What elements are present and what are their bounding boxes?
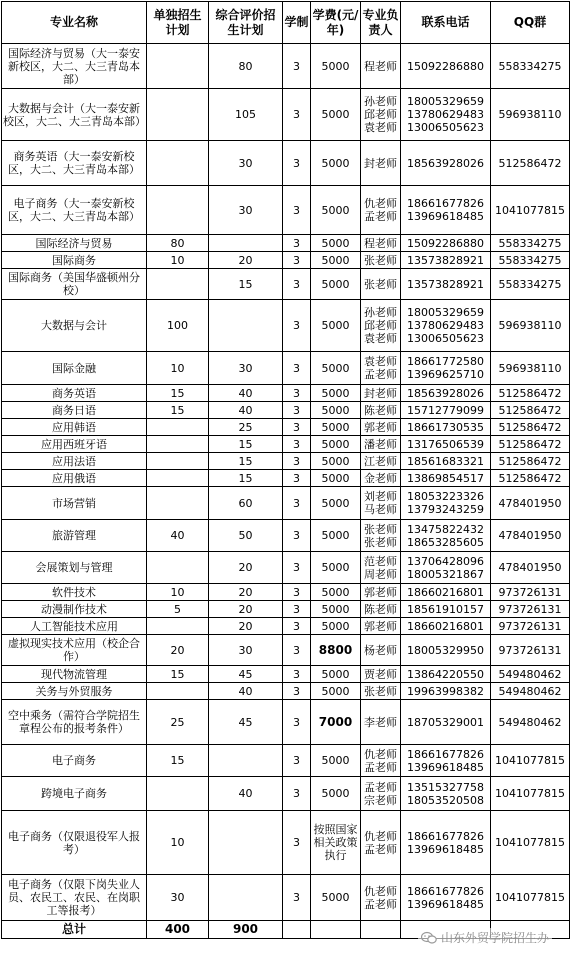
cell-years: 3	[283, 235, 311, 252]
cell-phone: 18563928026	[401, 141, 491, 186]
cell-qq: 512586472	[491, 436, 570, 453]
cell-years: 3	[283, 470, 311, 487]
cell-name: 商务英语	[2, 385, 147, 402]
cell-name: 电子商务（仅限下岗失业人员、农民工、农民、在岗职工等报考）	[2, 875, 147, 921]
cell-years: 3	[283, 44, 311, 89]
cell-years: 3	[283, 777, 311, 811]
cell-qq: 478401950	[491, 487, 570, 520]
cell-comp: 20	[209, 618, 283, 635]
cell-single	[147, 44, 209, 89]
header-fee: 学费(元/年)	[311, 2, 361, 44]
cell-fee: 5000	[311, 552, 361, 584]
cell-name: 国际商务（美国华盛顿州分校）	[2, 269, 147, 300]
table-row	[2, 402, 570, 419]
cell-fee: 5000	[311, 269, 361, 300]
total-comp: 900	[209, 921, 283, 939]
cell-fee: 5000	[311, 520, 361, 552]
cell-phone: 18661772580 13969625710	[401, 352, 491, 385]
cell-comp: 20	[209, 601, 283, 618]
cell-fee: 5000	[311, 402, 361, 419]
cell-person: 张老师	[361, 252, 401, 269]
cell-phone: 15712779099	[401, 402, 491, 419]
cell-single: 25	[147, 700, 209, 745]
cell-name: 电子商务（仅限退役军人报考）	[2, 811, 147, 875]
cell-comp: 20	[209, 252, 283, 269]
cell-comp: 40	[209, 385, 283, 402]
enrollment-table	[1, 1, 570, 939]
cell-phone: 18660216801	[401, 618, 491, 635]
table-row	[2, 700, 570, 745]
cell-person: 程老师	[361, 44, 401, 89]
cell-name: 人工智能技术应用	[2, 618, 147, 635]
cell-person: 程老师	[361, 235, 401, 252]
header-person: 专业负责人	[361, 2, 401, 44]
cell-phone: 18661730535	[401, 419, 491, 436]
watermark-text: 山东外贸学院招生办	[440, 931, 549, 945]
cell-fee: 5000	[311, 487, 361, 520]
cell-phone: 13176506539	[401, 436, 491, 453]
cell-years: 3	[283, 402, 311, 419]
table-row	[2, 252, 570, 269]
cell-years: 3	[283, 683, 311, 700]
cell-single: 5	[147, 601, 209, 618]
table-row	[2, 385, 570, 402]
cell-qq: 558334275	[491, 269, 570, 300]
cell-phone: 15092286880	[401, 235, 491, 252]
cell-phone: 18005329659 13780629483 13006505623	[401, 89, 491, 141]
cell-years: 3	[283, 875, 311, 921]
cell-phone: 18053223326 13793243259	[401, 487, 491, 520]
cell-person: 封老师	[361, 141, 401, 186]
table-row	[2, 487, 570, 520]
cell-fee: 5000	[311, 141, 361, 186]
cell-years: 3	[283, 352, 311, 385]
cell-name: 应用法语	[2, 453, 147, 470]
cell-comp: 45	[209, 700, 283, 745]
cell-fee: 按照国家相关政策执行	[311, 811, 361, 875]
cell-single	[147, 186, 209, 235]
cell-fee: 5000	[311, 618, 361, 635]
cell-qq: 512586472	[491, 141, 570, 186]
cell-comp: 30	[209, 141, 283, 186]
cell-fee: 5000	[311, 300, 361, 352]
header-years: 学制	[283, 2, 311, 44]
cell-name: 应用俄语	[2, 470, 147, 487]
cell-years: 3	[283, 635, 311, 666]
cell-comp: 105	[209, 89, 283, 141]
cell-person: 仇老师 孟老师	[361, 186, 401, 235]
cell-phone: 13869854517	[401, 470, 491, 487]
cell-comp: 45	[209, 666, 283, 683]
cell-name: 旅游管理	[2, 520, 147, 552]
cell-comp	[209, 300, 283, 352]
cell-name: 大数据与会计	[2, 300, 147, 352]
cell-single	[147, 419, 209, 436]
header-phone: 联系电话	[401, 2, 491, 44]
cell-name: 会展策划与管理	[2, 552, 147, 584]
cell-name: 市场营销	[2, 487, 147, 520]
cell-single: 80	[147, 235, 209, 252]
cell-single: 10	[147, 811, 209, 875]
cell-qq: 478401950	[491, 520, 570, 552]
total-single: 400	[147, 921, 209, 939]
cell-comp	[209, 235, 283, 252]
cell-years: 3	[283, 89, 311, 141]
table-row	[2, 635, 570, 666]
cell-years: 3	[283, 745, 311, 777]
header-qq: QQ群	[491, 2, 570, 44]
cell-name: 动漫制作技术	[2, 601, 147, 618]
cell-single	[147, 777, 209, 811]
cell-person: 孙老师 邱老师 袁老师	[361, 300, 401, 352]
cell-qq: 973726131	[491, 584, 570, 601]
cell-phone: 13515327758 18053520508	[401, 777, 491, 811]
cell-qq: 512586472	[491, 402, 570, 419]
cell-name: 国际商务	[2, 252, 147, 269]
cell-person: 陈老师	[361, 601, 401, 618]
cell-comp	[209, 875, 283, 921]
cell-qq: 478401950	[491, 552, 570, 584]
table-row	[2, 601, 570, 618]
cell-fee: 5000	[311, 470, 361, 487]
cell-name: 虚拟现实技术应用（校企合作）	[2, 635, 147, 666]
table-row	[2, 552, 570, 584]
cell-phone: 13573828921	[401, 252, 491, 269]
cell-person: 仇老师 孟老师	[361, 875, 401, 921]
cell-single	[147, 552, 209, 584]
cell-qq: 1041077815	[491, 811, 570, 875]
cell-name: 国际金融	[2, 352, 147, 385]
cell-phone: 18660216801	[401, 584, 491, 601]
cell-comp: 15	[209, 470, 283, 487]
cell-comp: 15	[209, 436, 283, 453]
cell-name: 国际经济与贸易	[2, 235, 147, 252]
cell-person: 江老师	[361, 453, 401, 470]
cell-qq: 596938110	[491, 89, 570, 141]
cell-single: 20	[147, 635, 209, 666]
cell-years: 3	[283, 186, 311, 235]
cell-person: 张老师	[361, 269, 401, 300]
cell-years: 3	[283, 300, 311, 352]
cell-person: 孟老师 宗老师	[361, 777, 401, 811]
cell-years: 3	[283, 700, 311, 745]
cell-person: 封老师	[361, 385, 401, 402]
cell-name: 现代物流管理	[2, 666, 147, 683]
cell-name: 电子商务（大一泰安新校区，大二、大三青岛本部）	[2, 186, 147, 235]
cell-phone: 13864220550	[401, 666, 491, 683]
cell-qq: 558334275	[491, 252, 570, 269]
cell-qq: 512586472	[491, 419, 570, 436]
header-comprehensive-plan: 综合评价招生计划	[209, 2, 283, 44]
cell-phone: 18005329950	[401, 635, 491, 666]
cell-single: 40	[147, 520, 209, 552]
cell-fee: 5000	[311, 352, 361, 385]
cell-person: 仇老师 孟老师	[361, 811, 401, 875]
cell-comp: 40	[209, 777, 283, 811]
cell-years: 3	[283, 618, 311, 635]
watermark	[418, 928, 552, 947]
cell-comp	[209, 811, 283, 875]
cell-single: 15	[147, 402, 209, 419]
cell-fee: 5000	[311, 683, 361, 700]
cell-years: 3	[283, 252, 311, 269]
cell-person: 张老师	[361, 683, 401, 700]
cell-years: 3	[283, 385, 311, 402]
cell-name: 空中乘务（需符合学院招生章程公布的报考条件）	[2, 700, 147, 745]
cell-name: 关务与外贸服务	[2, 683, 147, 700]
cell-qq: 596938110	[491, 300, 570, 352]
cell-qq: 512586472	[491, 453, 570, 470]
table-row	[2, 89, 570, 141]
table-row	[2, 470, 570, 487]
cell-person: 金老师	[361, 470, 401, 487]
cell-qq: 973726131	[491, 635, 570, 666]
cell-phone: 18661677826 13969618485	[401, 875, 491, 921]
cell-name: 电子商务	[2, 745, 147, 777]
cell-qq: 549480462	[491, 683, 570, 700]
cell-single	[147, 618, 209, 635]
cell-years: 3	[283, 453, 311, 470]
cell-qq: 1041077815	[491, 745, 570, 777]
cell-fee: 5000	[311, 44, 361, 89]
cell-comp: 30	[209, 186, 283, 235]
cell-years: 3	[283, 419, 311, 436]
cell-single	[147, 683, 209, 700]
header-row	[2, 2, 570, 44]
cell-comp: 20	[209, 552, 283, 584]
cell-comp: 25	[209, 419, 283, 436]
cell-single: 15	[147, 745, 209, 777]
cell-qq: 512586472	[491, 385, 570, 402]
table-row	[2, 453, 570, 470]
cell-single	[147, 269, 209, 300]
cell-fee: 5000	[311, 436, 361, 453]
cell-name: 商务日语	[2, 402, 147, 419]
header-name: 专业名称	[2, 2, 147, 44]
cell-comp: 50	[209, 520, 283, 552]
table-row	[2, 436, 570, 453]
cell-single	[147, 89, 209, 141]
cell-years: 3	[283, 601, 311, 618]
cell-phone: 18561910157	[401, 601, 491, 618]
cell-phone: 18561683321	[401, 453, 491, 470]
cell-person: 仇老师 孟老师	[361, 745, 401, 777]
cell-comp: 15	[209, 453, 283, 470]
cell-comp: 60	[209, 487, 283, 520]
cell-comp	[209, 745, 283, 777]
cell-phone: 13573828921	[401, 269, 491, 300]
cell-comp: 80	[209, 44, 283, 89]
cell-name: 国际经济与贸易（大一泰安新校区，大二、大三青岛本部）	[2, 44, 147, 89]
cell-name: 应用韩语	[2, 419, 147, 436]
cell-years: 3	[283, 487, 311, 520]
wechat-icon	[421, 931, 437, 945]
cell-phone: 19963998382	[401, 683, 491, 700]
cell-qq: 596938110	[491, 352, 570, 385]
cell-qq: 1041077815	[491, 186, 570, 235]
cell-years: 3	[283, 141, 311, 186]
cell-phone: 18563928026	[401, 385, 491, 402]
cell-qq: 558334275	[491, 235, 570, 252]
cell-years: 3	[283, 520, 311, 552]
table-row	[2, 875, 570, 921]
cell-fee: 5000	[311, 745, 361, 777]
table-row	[2, 44, 570, 89]
table-row	[2, 666, 570, 683]
cell-person: 陈老师	[361, 402, 401, 419]
cell-phone: 13706428096 18005321867	[401, 552, 491, 584]
table-row	[2, 419, 570, 436]
cell-years: 3	[283, 269, 311, 300]
cell-single: 10	[147, 352, 209, 385]
cell-name: 商务英语（大一泰安新校区，大二、大三青岛本部）	[2, 141, 147, 186]
table-row	[2, 811, 570, 875]
cell-qq: 558334275	[491, 44, 570, 89]
table-row	[2, 186, 570, 235]
cell-single: 15	[147, 385, 209, 402]
cell-years: 3	[283, 811, 311, 875]
cell-person: 孙老师 邱老师 袁老师	[361, 89, 401, 141]
cell-phone: 18661677826 13969618485	[401, 186, 491, 235]
table-row	[2, 683, 570, 700]
table-row	[2, 352, 570, 385]
cell-fee: 5000	[311, 875, 361, 921]
cell-fee: 5000	[311, 666, 361, 683]
cell-qq: 973726131	[491, 601, 570, 618]
cell-person: 李老师	[361, 700, 401, 745]
cell-single: 100	[147, 300, 209, 352]
cell-qq: 1041077815	[491, 777, 570, 811]
cell-name: 跨境电子商务	[2, 777, 147, 811]
cell-qq: 973726131	[491, 618, 570, 635]
cell-comp: 15	[209, 269, 283, 300]
cell-person: 郭老师	[361, 584, 401, 601]
cell-comp: 30	[209, 635, 283, 666]
cell-years: 3	[283, 552, 311, 584]
cell-name: 应用西班牙语	[2, 436, 147, 453]
cell-person: 郭老师	[361, 419, 401, 436]
cell-person: 张老师 张老师	[361, 520, 401, 552]
cell-person: 贾老师	[361, 666, 401, 683]
cell-single: 10	[147, 584, 209, 601]
cell-single	[147, 470, 209, 487]
cell-comp: 20	[209, 584, 283, 601]
cell-years: 3	[283, 666, 311, 683]
cell-single	[147, 453, 209, 470]
cell-single	[147, 436, 209, 453]
cell-qq: 512586472	[491, 470, 570, 487]
table-row	[2, 618, 570, 635]
cell-single: 10	[147, 252, 209, 269]
table-row	[2, 745, 570, 777]
cell-qq: 1041077815	[491, 875, 570, 921]
cell-name: 大数据与会计（大一泰安新校区，大二、大三青岛本部）	[2, 89, 147, 141]
table-row	[2, 269, 570, 300]
cell-fee: 5000	[311, 453, 361, 470]
cell-person: 郭老师	[361, 618, 401, 635]
cell-single: 15	[147, 666, 209, 683]
cell-fee: 5000	[311, 252, 361, 269]
cell-years: 3	[283, 584, 311, 601]
cell-person: 杨老师	[361, 635, 401, 666]
table-row	[2, 235, 570, 252]
cell-fee: 5000	[311, 89, 361, 141]
table-row	[2, 520, 570, 552]
cell-fee: 5000	[311, 385, 361, 402]
cell-phone: 18005329659 13780629483 13006505623	[401, 300, 491, 352]
table-row	[2, 777, 570, 811]
cell-single	[147, 141, 209, 186]
table-row	[2, 141, 570, 186]
cell-person: 袁老师 孟老师	[361, 352, 401, 385]
cell-phone: 18705329001	[401, 700, 491, 745]
cell-name: 软件技术	[2, 584, 147, 601]
cell-fee: 5000	[311, 584, 361, 601]
cell-phone: 15092286880	[401, 44, 491, 89]
cell-single	[147, 487, 209, 520]
cell-years: 3	[283, 436, 311, 453]
cell-fee: 7000	[311, 700, 361, 745]
cell-phone: 18661677826 13969618485	[401, 811, 491, 875]
cell-phone: 13475822432 18653285605	[401, 520, 491, 552]
header-single-plan: 单独招生计划	[147, 2, 209, 44]
cell-phone: 18661677826 13969618485	[401, 745, 491, 777]
cell-fee: 8800	[311, 635, 361, 666]
table-row	[2, 300, 570, 352]
cell-person: 刘老师 马老师	[361, 487, 401, 520]
cell-fee: 5000	[311, 186, 361, 235]
cell-comp: 30	[209, 352, 283, 385]
cell-fee: 5000	[311, 419, 361, 436]
cell-qq: 549480462	[491, 700, 570, 745]
cell-person: 潘老师	[361, 436, 401, 453]
cell-fee: 5000	[311, 235, 361, 252]
table-row	[2, 584, 570, 601]
cell-comp: 40	[209, 402, 283, 419]
cell-fee: 5000	[311, 777, 361, 811]
cell-person: 范老师 周老师	[361, 552, 401, 584]
cell-single: 30	[147, 875, 209, 921]
cell-comp: 40	[209, 683, 283, 700]
total-label: 总计	[2, 921, 147, 939]
cell-fee: 5000	[311, 601, 361, 618]
cell-qq: 549480462	[491, 666, 570, 683]
